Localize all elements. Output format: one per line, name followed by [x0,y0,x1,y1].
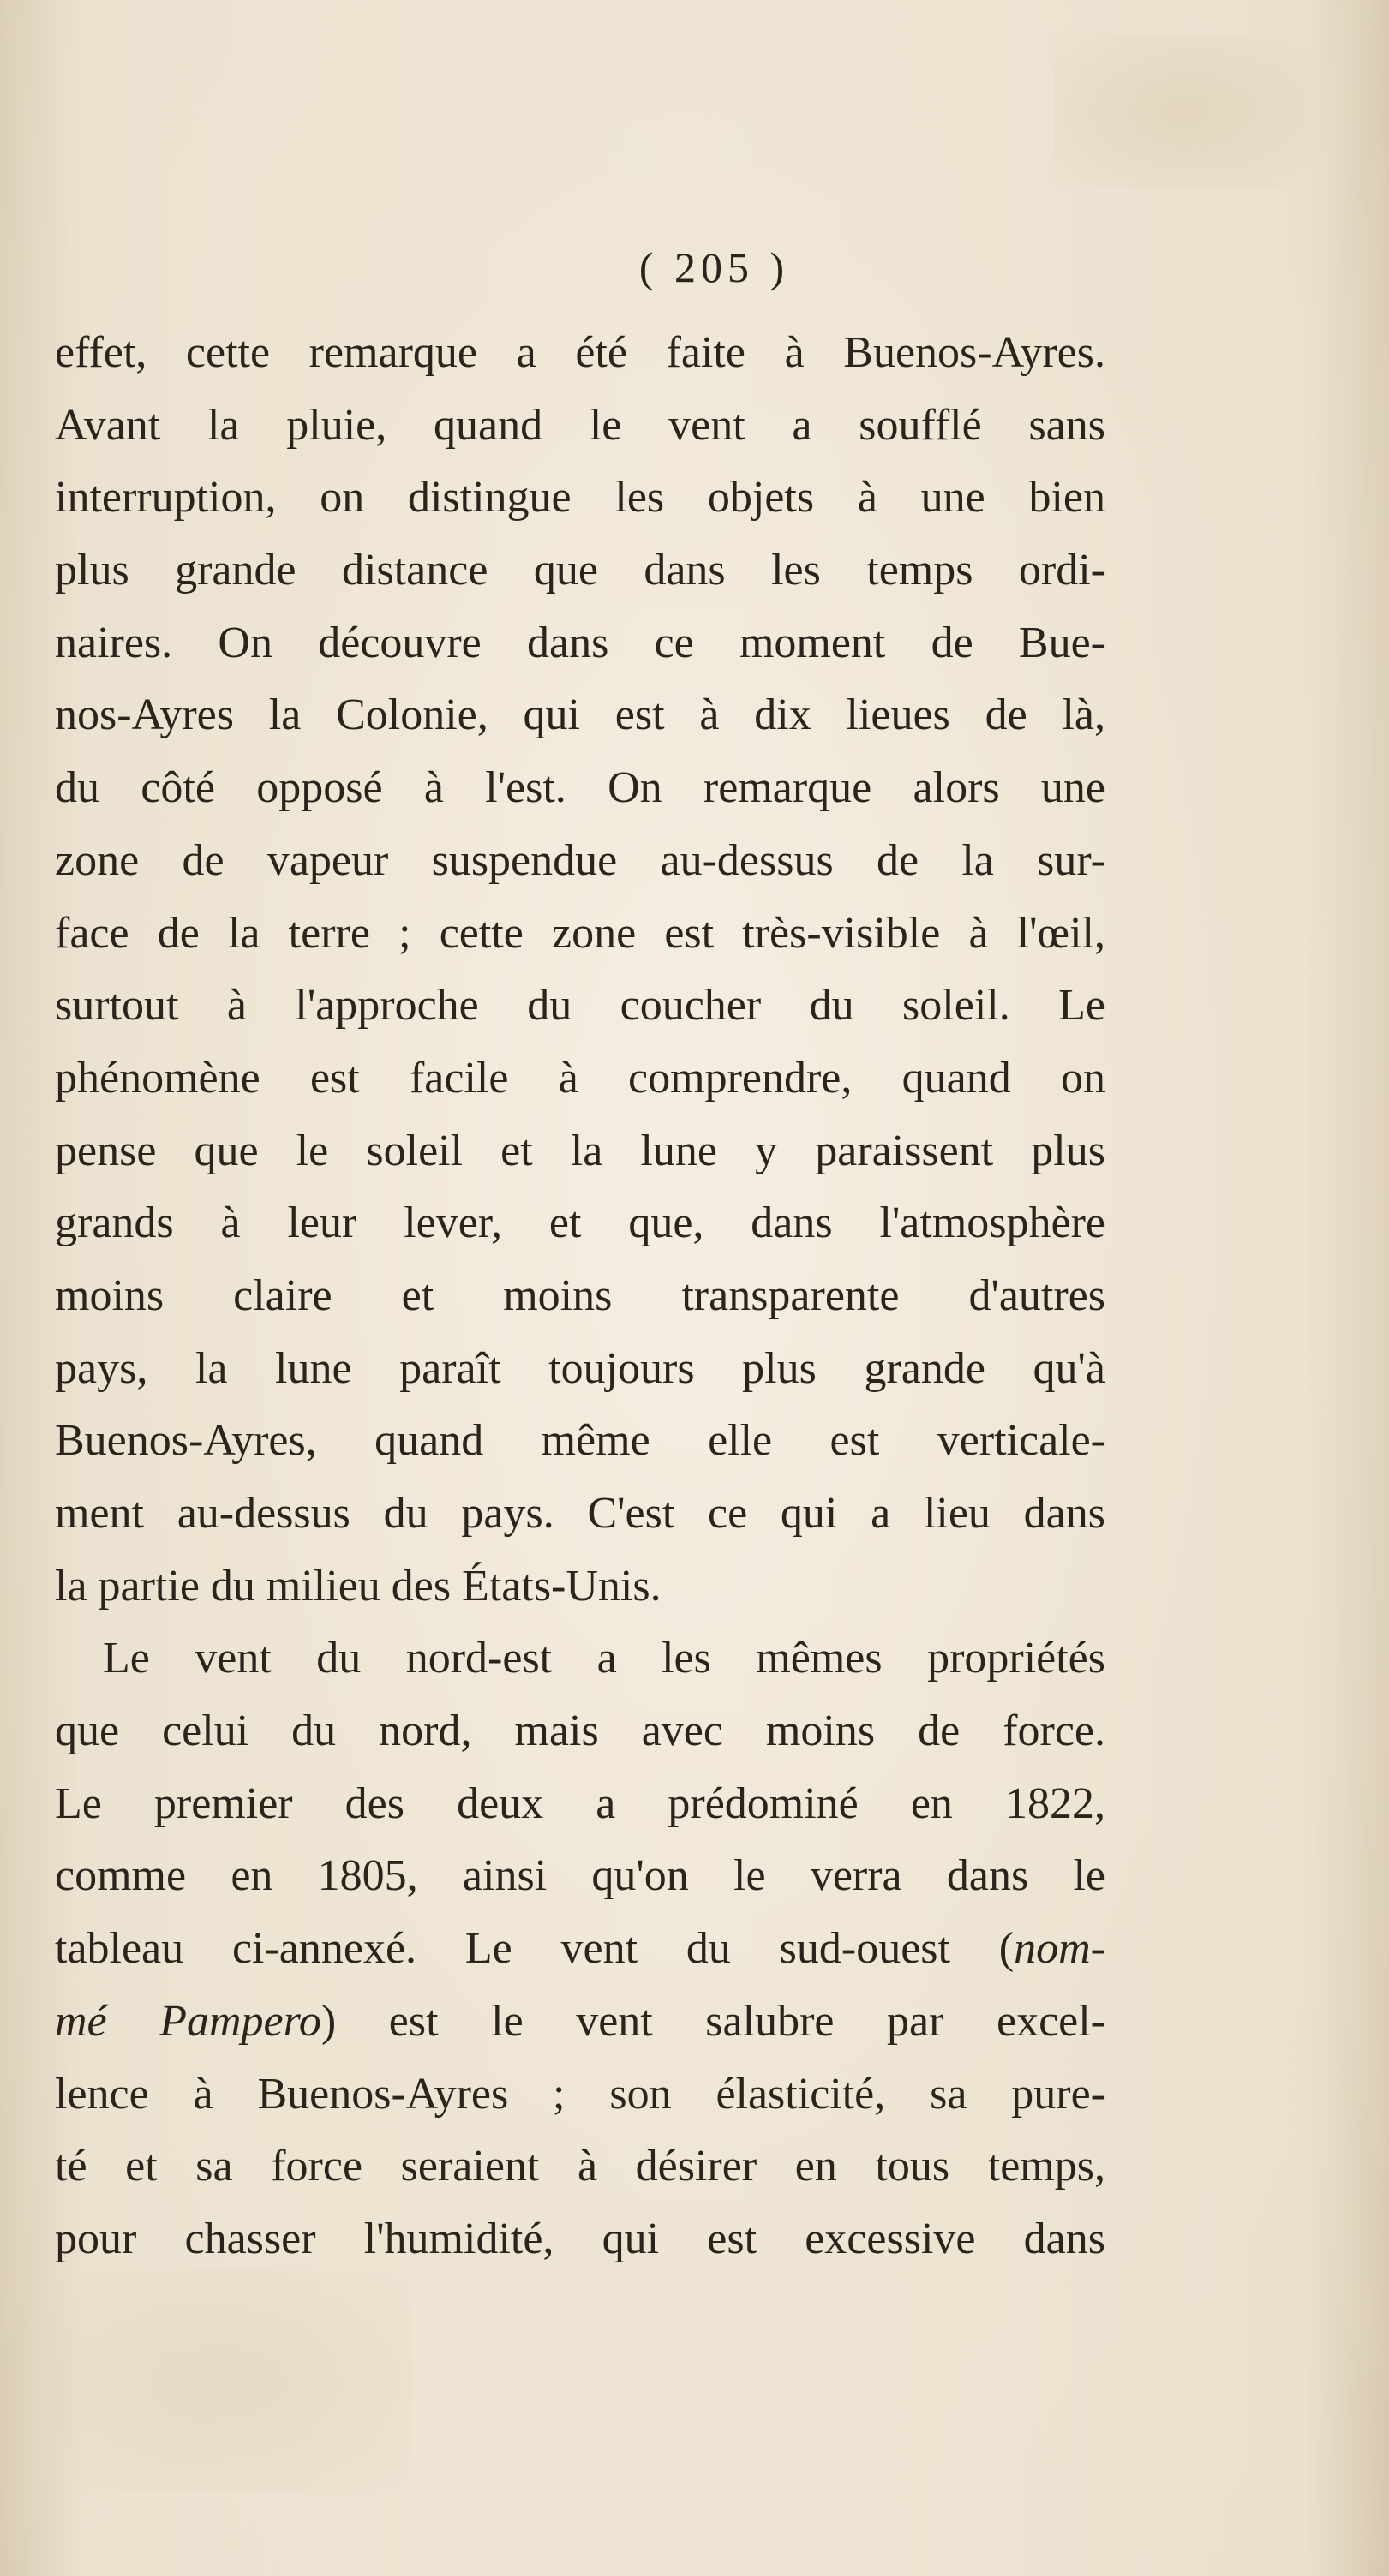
text-line: surtout à l'approche du coucher du soleil. Le [55,981,1105,1031]
text-line: nos-Ayres la Colonie, qui est à dix lieues de là, [55,690,1105,740]
italic-segment: nom- [1014,1924,1105,1974]
text-line: effet, cette remarque a été faite à Buenos-Ayres. [55,328,1105,377]
italic-segment: mé Pampero [55,1996,321,2046]
text-line: pense que le soleil et la lune y paraissent plus [55,1126,1105,1175]
text-line: lence à Buenos-Ayres ; son élasticité, sa pure- [55,2069,1105,2119]
text-line: interruption, on distingue les objets à une bien [55,473,1105,523]
body-text [55,317,1105,2276]
text-line: comme en 1805, ainsi qu'on le verra dans le [55,1851,1105,1901]
text-line: plus grande distance que dans les temps ordi- [55,546,1105,595]
text-line: Le premier des deux a prédominé en 1822, [55,1778,1105,1828]
text-line: phénomène est facile à comprendre, quand on [55,1053,1105,1103]
text-segment: tableau ci-annexé. Le vent du sud-ouest ( [55,1924,1015,1974]
text-line: Buenos-Ayres, quand même elle est verticale- [55,1416,1105,1466]
text-line: ment au-dessus du pays. C'est ce qui a lieu dans [55,1489,1105,1538]
text-line: té et sa force seraient à désirer en tous temps, [55,2142,1105,2191]
text-line: la partie du milieu des États-Unis. [55,1561,662,1611]
text-line: face de la terre ; cette zone est très-visible à l'œil, [55,908,1105,958]
text-line: moins claire et moins transparente d'autres [55,1270,1105,1320]
text-line: du côté opposé à l'est. On remarque alors une [55,763,1105,813]
paper-stain [1054,34,1311,188]
text-line: naires. On découvre dans ce moment de Bue- [55,618,1105,667]
text-line: zone de vapeur suspendue au-dessus de la sur- [55,835,1105,885]
text-line: que celui du nord, mais avec moins de force. [55,1706,1105,1756]
paper-stain [51,2270,411,2493]
text-line [55,1913,1105,1986]
text-line: pays, la lune paraît toujours plus grande qu'à [55,1343,1105,1393]
text-line: Le vent du nord-est a les mêmes propriétés [103,1634,1105,1683]
text-line: grands à leur lever, et que, dans l'atmosphère [55,1198,1105,1248]
page-number-header: ( 205 ) [638,243,790,291]
text-line: Avant la pluie, quand le vent a soufflé sans [55,400,1105,450]
text-line [55,1986,1105,2059]
text-segment: ) est le vent salubre par excel- [320,1996,1105,2046]
text-line: pour chasser l'humidité, qui est excessive dans [55,2214,1105,2263]
